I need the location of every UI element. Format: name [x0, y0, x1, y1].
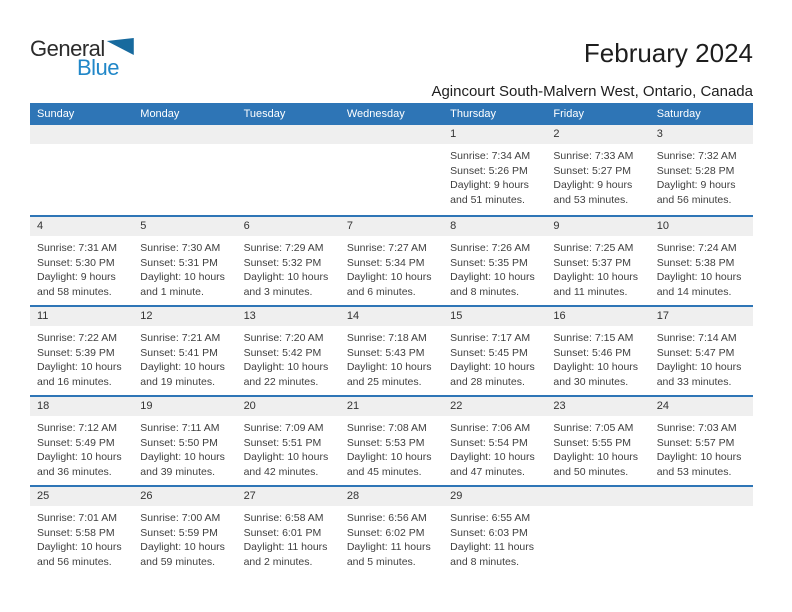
sunrise-text: Sunrise: 7:27 AM: [346, 242, 427, 254]
daylight-text-line2: and 3 minutes.: [243, 285, 313, 298]
sunrise-text: Sunrise: 7:20 AM: [243, 332, 324, 344]
header: [431, 38, 753, 100]
calendar-empty-cell: [237, 125, 340, 215]
daylight-text-line2: and 45 minutes.: [346, 465, 422, 478]
daylight-text-line2: and 50 minutes.: [553, 465, 629, 478]
day-details: [237, 506, 340, 569]
logo-text-blue: Blue: [77, 55, 120, 80]
daylight-text-line1: Daylight: 9 hours: [450, 179, 529, 192]
daylight-text-line2: and 19 minutes.: [140, 375, 215, 388]
calendar-day-cell: [650, 397, 753, 485]
logo-triangle-icon: [107, 38, 134, 55]
sunset-text: Sunset: 6:03 PM: [450, 526, 528, 539]
day-number: 1: [443, 125, 546, 144]
day-details: [340, 236, 443, 299]
daylight-text-line2: and 53 minutes.: [553, 193, 629, 206]
sunset-text: Sunset: 5:45 PM: [450, 346, 528, 359]
daylight-text-line2: and 8 minutes.: [450, 285, 520, 298]
sunset-text: Sunset: 5:54 PM: [450, 436, 528, 449]
day-details: [546, 144, 649, 207]
sunrise-text: Sunrise: 7:12 AM: [37, 422, 117, 434]
day-number: [30, 125, 133, 144]
day-details: [30, 236, 133, 299]
day-details: [30, 416, 133, 479]
day-number: 16: [546, 307, 649, 326]
logo-text-general: General: [30, 36, 105, 61]
daylight-text-line2: and 56 minutes.: [37, 555, 112, 568]
daylight-text-line2: and 42 minutes.: [243, 465, 319, 478]
calendar-day-cell: [30, 397, 133, 485]
sunset-text: Sunset: 5:47 PM: [656, 346, 735, 359]
daylight-text-line2: and 28 minutes.: [450, 375, 525, 388]
weekday-label-sunday: Sunday: [37, 108, 75, 120]
daylight-text-line1: Daylight: 10 hours: [553, 451, 639, 464]
calendar-day-cell: [650, 217, 753, 305]
sunrise-text: Sunrise: 7:03 AM: [656, 422, 737, 434]
day-number: 10: [650, 217, 753, 236]
calendar-empty-cell: [133, 125, 236, 215]
sunset-text: Sunset: 5:43 PM: [346, 346, 425, 359]
day-number: [650, 487, 753, 506]
calendar-day-cell: [340, 217, 443, 305]
sunrise-text: Sunrise: 7:00 AM: [140, 512, 221, 524]
sunset-text: Sunset: 5:39 PM: [37, 346, 115, 359]
daylight-text-line2: and 14 minutes.: [656, 285, 732, 298]
sunrise-text: Sunrise: 7:29 AM: [243, 242, 324, 254]
sunrise-text: Sunrise: 7:22 AM: [37, 332, 117, 344]
sunset-text: Sunset: 5:57 PM: [656, 436, 735, 449]
weekday-label-friday: Friday: [553, 108, 584, 120]
day-details: [443, 416, 546, 479]
daylight-text-line2: and 39 minutes.: [140, 465, 215, 478]
page-subtitle: Agincourt South-Malvern West, Ontario, Canada: [431, 83, 753, 100]
daylight-text-line2: and 2 minutes.: [243, 555, 313, 568]
month-calendar: [30, 103, 753, 575]
calendar-day-cell: [30, 217, 133, 305]
day-details: [443, 506, 546, 569]
sunset-text: Sunset: 5:51 PM: [243, 436, 322, 449]
daylight-text-line1: Daylight: 10 hours: [553, 271, 639, 284]
sunset-text: Sunset: 5:58 PM: [37, 526, 115, 539]
sunrise-text: Sunrise: 7:33 AM: [553, 150, 634, 162]
day-number: 3: [650, 125, 753, 144]
daylight-text-line2: and 11 minutes.: [553, 285, 628, 298]
daylight-text-line1: Daylight: 10 hours: [656, 361, 742, 374]
day-number: 18: [30, 397, 133, 416]
day-number: 2: [546, 125, 649, 144]
daylight-text-line1: Daylight: 10 hours: [450, 451, 535, 464]
sunset-text: Sunset: 6:01 PM: [243, 526, 322, 539]
daylight-text-line1: Daylight: 10 hours: [450, 361, 535, 374]
day-number: 21: [340, 397, 443, 416]
daylight-text-line2: and 56 minutes.: [656, 193, 732, 206]
daylight-text-line1: Daylight: 10 hours: [346, 361, 432, 374]
daylight-text-line1: Daylight: 10 hours: [243, 361, 329, 374]
calendar-day-cell: [133, 307, 236, 395]
calendar-day-cell: [443, 397, 546, 485]
day-details: [546, 416, 649, 479]
sunset-text: Sunset: 5:53 PM: [346, 436, 425, 449]
calendar-day-cell: [443, 217, 546, 305]
daylight-text-line1: Daylight: 10 hours: [140, 361, 225, 374]
sunrise-text: Sunrise: 7:25 AM: [553, 242, 634, 254]
week-row: [30, 215, 753, 305]
week-row: [30, 395, 753, 485]
day-number: 27: [237, 487, 340, 506]
day-details: [237, 236, 340, 299]
sunset-text: Sunset: 5:59 PM: [140, 526, 218, 539]
day-number: [546, 487, 649, 506]
daylight-text-line1: Daylight: 10 hours: [140, 271, 225, 284]
day-number: 6: [237, 217, 340, 236]
daylight-text-line1: Daylight: 10 hours: [656, 271, 742, 284]
daylight-text-line2: and 33 minutes.: [656, 375, 732, 388]
day-details: [546, 236, 649, 299]
sunrise-text: Sunrise: 7:30 AM: [140, 242, 221, 254]
sunrise-text: Sunrise: 7:09 AM: [243, 422, 324, 434]
sunrise-text: Sunrise: 7:26 AM: [450, 242, 531, 254]
calendar-day-cell: [443, 487, 546, 575]
sunset-text: Sunset: 5:50 PM: [140, 436, 218, 449]
daylight-text-line2: and 58 minutes.: [37, 285, 112, 298]
day-number: 25: [30, 487, 133, 506]
sunset-text: Sunset: 5:42 PM: [243, 346, 322, 359]
day-number: 20: [237, 397, 340, 416]
sunset-text: Sunset: 5:28 PM: [656, 164, 735, 177]
day-details: [133, 416, 236, 479]
day-number: 12: [133, 307, 236, 326]
sunrise-text: Sunrise: 7:14 AM: [656, 332, 737, 344]
sunset-text: Sunset: 5:31 PM: [140, 256, 218, 269]
sunset-text: Sunset: 6:02 PM: [346, 526, 425, 539]
day-number: 5: [133, 217, 236, 236]
day-number: [133, 125, 236, 144]
day-details: [340, 506, 443, 569]
calendar-day-cell: [237, 217, 340, 305]
day-number: 29: [443, 487, 546, 506]
weekday-label-wednesday: Wednesday: [346, 108, 405, 120]
day-details: [133, 236, 236, 299]
daylight-text-line1: Daylight: 11 hours: [450, 541, 534, 554]
daylight-text-line1: Daylight: 10 hours: [553, 361, 639, 374]
sunrise-text: Sunrise: 7:31 AM: [37, 242, 117, 254]
day-details: [546, 326, 649, 389]
calendar-day-cell: [133, 217, 236, 305]
daylight-text-line1: Daylight: 9 hours: [656, 179, 736, 192]
weeks-container: [30, 125, 753, 575]
sunrise-text: Sunrise: 7:11 AM: [140, 422, 220, 434]
week-row: [30, 125, 753, 215]
daylight-text-line1: Daylight: 10 hours: [450, 271, 535, 284]
weekday-label-monday: Monday: [140, 108, 180, 120]
calendar-day-cell: [30, 307, 133, 395]
weekday-label-thursday: Thursday: [450, 108, 496, 120]
calendar-day-cell: [340, 487, 443, 575]
day-number: [237, 125, 340, 144]
sunrise-text: Sunrise: 7:15 AM: [553, 332, 634, 344]
daylight-text-line2: and 1 minute.: [140, 285, 204, 298]
sunset-text: Sunset: 5:41 PM: [140, 346, 218, 359]
daylight-text-line1: Daylight: 10 hours: [243, 271, 329, 284]
sunset-text: Sunset: 5:34 PM: [346, 256, 425, 269]
day-number: 8: [443, 217, 546, 236]
sunrise-text: Sunrise: 7:21 AM: [140, 332, 221, 344]
daylight-text-line1: Daylight: 10 hours: [140, 541, 225, 554]
day-details: [133, 326, 236, 389]
sunset-text: Sunset: 5:30 PM: [37, 256, 115, 269]
daylight-text-line1: Daylight: 11 hours: [346, 541, 431, 554]
calendar-day-cell: [30, 487, 133, 575]
calendar-day-cell: [443, 307, 546, 395]
daylight-text-line1: Daylight: 10 hours: [37, 451, 122, 464]
daylight-text-line2: and 36 minutes.: [37, 465, 112, 478]
daylight-text-line1: Daylight: 10 hours: [346, 271, 432, 284]
sunrise-text: Sunrise: 7:17 AM: [450, 332, 531, 344]
daylight-text-line2: and 30 minutes.: [553, 375, 629, 388]
daylight-text-line2: and 16 minutes.: [37, 375, 112, 388]
sunset-text: Sunset: 5:55 PM: [553, 436, 632, 449]
calendar-day-cell: [546, 397, 649, 485]
daylight-text-line1: Daylight: 10 hours: [140, 451, 225, 464]
calendar-day-cell: [650, 307, 753, 395]
daylight-text-line1: Daylight: 11 hours: [243, 541, 328, 554]
day-details: [443, 326, 546, 389]
day-details: [133, 506, 236, 569]
day-number: 19: [133, 397, 236, 416]
page-title: February 2024: [583, 38, 753, 68]
sunrise-text: Sunrise: 7:18 AM: [346, 332, 427, 344]
day-number: 23: [546, 397, 649, 416]
day-details: [237, 416, 340, 479]
daylight-text-line1: Daylight: 10 hours: [37, 361, 122, 374]
sunset-text: Sunset: 5:27 PM: [553, 164, 632, 177]
day-number: 11: [30, 307, 133, 326]
day-number: 7: [340, 217, 443, 236]
sunset-text: Sunset: 5:35 PM: [450, 256, 528, 269]
daylight-text-line2: and 6 minutes.: [346, 285, 416, 298]
daylight-text-line2: and 51 minutes.: [450, 193, 525, 206]
day-number: 26: [133, 487, 236, 506]
day-details: [30, 326, 133, 389]
daylight-text-line1: Daylight: 10 hours: [243, 451, 329, 464]
calendar-empty-cell: [30, 125, 133, 215]
sunset-text: Sunset: 5:49 PM: [37, 436, 115, 449]
daylight-text-line2: and 25 minutes.: [346, 375, 422, 388]
sunrise-text: Sunrise: 7:06 AM: [450, 422, 531, 434]
day-number: 13: [237, 307, 340, 326]
week-row: [30, 305, 753, 395]
day-details: [650, 326, 753, 389]
weekday-header-row: [30, 103, 753, 125]
day-details: [443, 236, 546, 299]
day-details: [650, 144, 753, 207]
calendar-day-cell: [340, 397, 443, 485]
day-number: 9: [546, 217, 649, 236]
calendar-day-cell: [237, 307, 340, 395]
daylight-text-line2: and 8 minutes.: [450, 555, 520, 568]
week-row: [30, 485, 753, 575]
daylight-text-line1: Daylight: 9 hours: [37, 271, 116, 284]
day-details: [340, 416, 443, 479]
day-number: 4: [30, 217, 133, 236]
day-number: 15: [443, 307, 546, 326]
sunrise-text: Sunrise: 7:08 AM: [346, 422, 427, 434]
day-number: 22: [443, 397, 546, 416]
calendar-empty-cell: [546, 487, 649, 575]
day-details: [237, 326, 340, 389]
sunrise-text: Sunrise: 6:56 AM: [346, 512, 427, 524]
daylight-text-line1: Daylight: 10 hours: [37, 541, 122, 554]
calendar-day-cell: [340, 307, 443, 395]
daylight-text-line1: Daylight: 9 hours: [553, 179, 633, 192]
daylight-text-line2: and 53 minutes.: [656, 465, 732, 478]
sunset-text: Sunset: 5:38 PM: [656, 256, 735, 269]
sunset-text: Sunset: 5:26 PM: [450, 164, 528, 177]
daylight-text-line2: and 5 minutes.: [346, 555, 416, 568]
day-number: 24: [650, 397, 753, 416]
calendar-empty-cell: [340, 125, 443, 215]
sunrise-text: Sunrise: 7:32 AM: [656, 150, 737, 162]
sunset-text: Sunset: 5:46 PM: [553, 346, 632, 359]
day-details: [650, 416, 753, 479]
daylight-text-line2: and 47 minutes.: [450, 465, 525, 478]
sunset-text: Sunset: 5:37 PM: [553, 256, 632, 269]
calendar-empty-cell: [650, 487, 753, 575]
calendar-day-cell: [650, 125, 753, 215]
sunrise-text: Sunrise: 6:55 AM: [450, 512, 531, 524]
day-details: [650, 236, 753, 299]
day-number: 17: [650, 307, 753, 326]
day-details: [443, 144, 546, 207]
calendar-day-cell: [546, 125, 649, 215]
calendar-day-cell: [237, 397, 340, 485]
calendar-day-cell: [443, 125, 546, 215]
calendar-day-cell: [546, 217, 649, 305]
day-number: 14: [340, 307, 443, 326]
day-details: [30, 506, 133, 569]
sunrise-text: Sunrise: 7:34 AM: [450, 150, 531, 162]
calendar-day-cell: [133, 487, 236, 575]
daylight-text-line1: Daylight: 10 hours: [656, 451, 742, 464]
sunset-text: Sunset: 5:32 PM: [243, 256, 322, 269]
day-number: [340, 125, 443, 144]
sunrise-text: Sunrise: 7:24 AM: [656, 242, 737, 254]
weekday-label-saturday: Saturday: [656, 108, 701, 120]
calendar-day-cell: [546, 307, 649, 395]
calendar-day-cell: [237, 487, 340, 575]
day-number: 28: [340, 487, 443, 506]
sunrise-text: Sunrise: 7:05 AM: [553, 422, 634, 434]
general-blue-logo: [30, 36, 170, 81]
daylight-text-line1: Daylight: 10 hours: [346, 451, 432, 464]
weekday-label-tuesday: Tuesday: [243, 108, 286, 120]
day-details: [340, 326, 443, 389]
sunrise-text: Sunrise: 6:58 AM: [243, 512, 324, 524]
daylight-text-line2: and 59 minutes.: [140, 555, 215, 568]
daylight-text-line2: and 22 minutes.: [243, 375, 319, 388]
sunrise-text: Sunrise: 7:01 AM: [37, 512, 117, 524]
calendar-day-cell: [133, 397, 236, 485]
